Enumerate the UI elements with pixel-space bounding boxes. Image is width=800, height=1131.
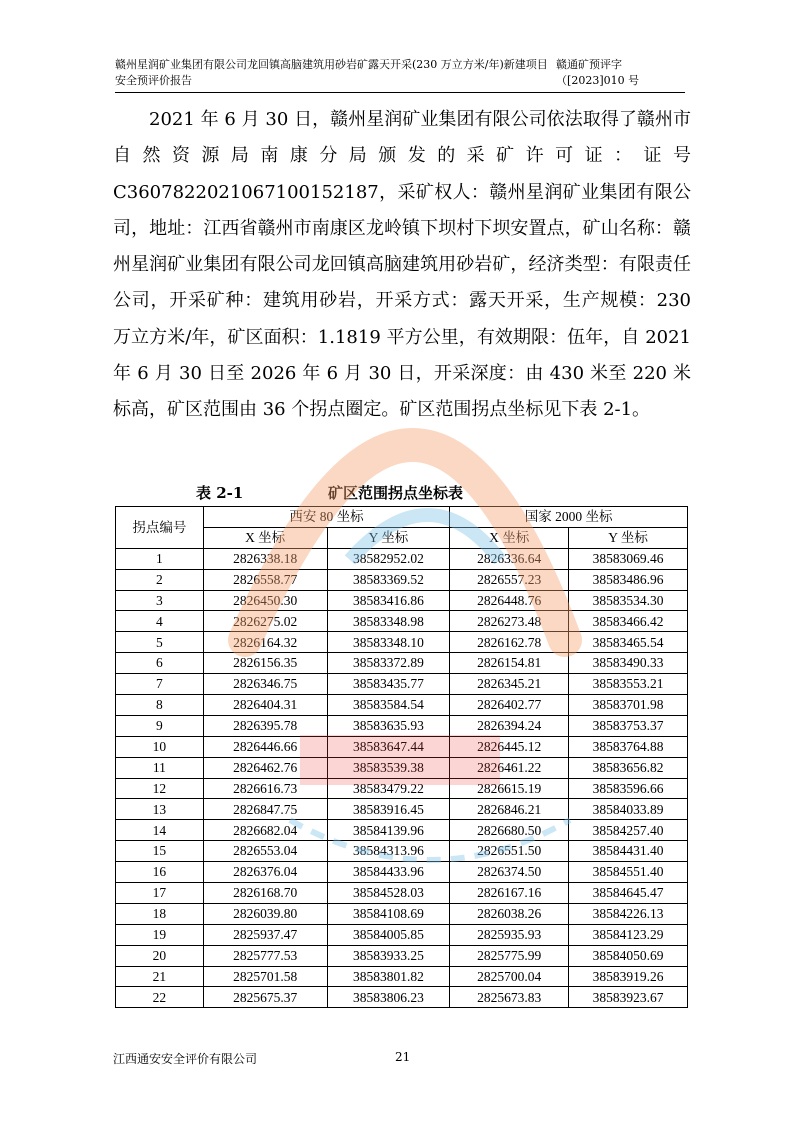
table-row: [116, 695, 688, 716]
cell-cgcs2000-y: 38584033.89: [569, 799, 688, 820]
footer-company: 江西通安安全评价有限公司: [113, 1052, 258, 1066]
cell-point-number: 13: [116, 799, 204, 820]
cell-point-number: 6: [116, 653, 204, 674]
cell-point-number: 19: [116, 924, 204, 945]
cell-point-number: 16: [116, 862, 204, 883]
header-report-number: 赣通矿预评字（[2023]010 号: [556, 58, 640, 87]
cell-cgcs2000-y: 38583553.21: [569, 674, 688, 695]
cell-xian80-x: 2826558.77: [203, 569, 327, 590]
table-row: [116, 966, 688, 987]
table-row: [116, 778, 688, 799]
table-number: 表 2-1: [196, 484, 244, 502]
cell-xian80-x: 2825701.58: [203, 966, 327, 987]
cell-xian80-x: 2826338.18: [203, 548, 327, 569]
header-cgcs2000-y: Y 坐标: [569, 527, 688, 548]
cell-xian80-x: 2826553.04: [203, 841, 327, 862]
cell-point-number: 18: [116, 903, 204, 924]
header-cgcs2000-x: X 坐标: [450, 527, 569, 548]
cell-cgcs2000-x: 2826336.64: [450, 548, 569, 569]
cell-cgcs2000-y: 38583486.96: [569, 569, 688, 590]
cell-cgcs2000-x: 2826551.50: [450, 841, 569, 862]
header-point-number: 拐点编号: [116, 507, 204, 549]
header-cgcs2000-group: 国家 2000 坐标: [450, 507, 688, 528]
cell-cgcs2000-y: 38583701.98: [569, 695, 688, 716]
cell-cgcs2000-y: 38583465.54: [569, 632, 688, 653]
cell-point-number: 12: [116, 778, 204, 799]
cell-cgcs2000-x: 2826162.78: [450, 632, 569, 653]
cell-cgcs2000-x: 2826154.81: [450, 653, 569, 674]
table-row: [116, 590, 688, 611]
coordinate-table: [115, 506, 688, 1008]
cell-xian80-y: 38582952.02: [327, 548, 450, 569]
cell-point-number: 9: [116, 715, 204, 736]
cell-cgcs2000-x: 2826402.77: [450, 695, 569, 716]
cell-cgcs2000-x: 2826273.48: [450, 611, 569, 632]
table-row: [116, 820, 688, 841]
cell-cgcs2000-x: 2825935.93: [450, 924, 569, 945]
cell-cgcs2000-x: 2826680.50: [450, 820, 569, 841]
cell-xian80-x: 2826395.78: [203, 715, 327, 736]
cell-cgcs2000-x: 2826374.50: [450, 862, 569, 883]
page-header: [115, 56, 685, 93]
header-xian80-y: Y 坐标: [327, 527, 450, 548]
table-row: [116, 674, 688, 695]
cell-cgcs2000-x: 2826345.21: [450, 674, 569, 695]
table-row: [116, 987, 688, 1008]
cell-xian80-y: 38583479.22: [327, 778, 450, 799]
table-row: [116, 945, 688, 966]
cell-point-number: 1: [116, 548, 204, 569]
cell-xian80-y: 38583369.52: [327, 569, 450, 590]
page-number: 21: [395, 1050, 411, 1064]
cell-xian80-y: 38583635.93: [327, 715, 450, 736]
cell-xian80-y: 38583539.38: [327, 757, 450, 778]
cell-point-number: 21: [116, 966, 204, 987]
cell-xian80-y: 38583584.54: [327, 695, 450, 716]
cell-point-number: 3: [116, 590, 204, 611]
cell-cgcs2000-y: 38584226.13: [569, 903, 688, 924]
cell-cgcs2000-y: 38584645.47: [569, 883, 688, 904]
cell-xian80-x: 2826156.35: [203, 653, 327, 674]
table-row: [116, 883, 688, 904]
cell-point-number: 20: [116, 945, 204, 966]
table-row: [116, 632, 688, 653]
cell-cgcs2000-x: 2826167.16: [450, 883, 569, 904]
cell-xian80-y: 38584313.96: [327, 841, 450, 862]
cell-xian80-y: 38583916.45: [327, 799, 450, 820]
cell-xian80-x: 2826446.66: [203, 736, 327, 757]
cell-point-number: 22: [116, 987, 204, 1008]
cell-cgcs2000-x: 2826448.76: [450, 590, 569, 611]
cell-xian80-x: 2826682.04: [203, 820, 327, 841]
cell-cgcs2000-y: 38583490.33: [569, 653, 688, 674]
cell-point-number: 11: [116, 757, 204, 778]
table-row: [116, 611, 688, 632]
table-row: [116, 653, 688, 674]
cell-xian80-x: 2826450.30: [203, 590, 327, 611]
cell-cgcs2000-x: 2825673.83: [450, 987, 569, 1008]
cell-xian80-y: 38583348.10: [327, 632, 450, 653]
cell-xian80-y: 38583435.77: [327, 674, 450, 695]
table-row: [116, 736, 688, 757]
cell-xian80-x: 2825777.53: [203, 945, 327, 966]
table-body: [116, 548, 688, 1008]
cell-xian80-x: 2826462.76: [203, 757, 327, 778]
cell-point-number: 7: [116, 674, 204, 695]
cell-cgcs2000-y: 38583534.30: [569, 590, 688, 611]
table-row: [116, 903, 688, 924]
cell-cgcs2000-y: 38583753.37: [569, 715, 688, 736]
header-report-title: 赣州星润矿业集团有限公司龙回镇高脑建筑用砂岩矿露天开采(230 万立方米/年)新建项目安全预评价报告: [115, 58, 548, 87]
cell-xian80-y: 38583933.25: [327, 945, 450, 966]
cell-xian80-x: 2826346.75: [203, 674, 327, 695]
header-xian80-x: X 坐标: [203, 527, 327, 548]
cell-xian80-x: 2825675.37: [203, 987, 327, 1008]
cell-cgcs2000-x: 2826615.19: [450, 778, 569, 799]
cell-cgcs2000-x: 2825775.99: [450, 945, 569, 966]
cell-cgcs2000-y: 38583656.82: [569, 757, 688, 778]
cell-point-number: 8: [116, 695, 204, 716]
cell-xian80-x: 2826847.75: [203, 799, 327, 820]
cell-cgcs2000-y: 38583764.88: [569, 736, 688, 757]
cell-xian80-y: 38583348.98: [327, 611, 450, 632]
cell-xian80-y: 38584005.85: [327, 924, 450, 945]
cell-xian80-y: 38583801.82: [327, 966, 450, 987]
cell-cgcs2000-y: 38583596.66: [569, 778, 688, 799]
cell-cgcs2000-y: 38584431.40: [569, 841, 688, 862]
cell-point-number: 14: [116, 820, 204, 841]
cell-xian80-x: 2826168.70: [203, 883, 327, 904]
header-xian80-group: 西安 80 坐标: [203, 507, 450, 528]
cell-xian80-x: 2825937.47: [203, 924, 327, 945]
table-row: [116, 862, 688, 883]
table-row: [116, 924, 688, 945]
cell-xian80-y: 38584528.03: [327, 883, 450, 904]
cell-xian80-x: 2826376.04: [203, 862, 327, 883]
cell-xian80-x: 2826164.32: [203, 632, 327, 653]
table-row: [116, 715, 688, 736]
cell-xian80-y: 38583647.44: [327, 736, 450, 757]
table-row: [116, 757, 688, 778]
cell-xian80-y: 38583806.23: [327, 987, 450, 1008]
cell-xian80-y: 38583372.89: [327, 653, 450, 674]
cell-cgcs2000-x: 2826557.23: [450, 569, 569, 590]
cell-point-number: 17: [116, 883, 204, 904]
table-row: [116, 799, 688, 820]
cell-cgcs2000-y: 38584551.40: [569, 862, 688, 883]
cell-xian80-y: 38584139.96: [327, 820, 450, 841]
cell-xian80-y: 38584433.96: [327, 862, 450, 883]
cell-cgcs2000-x: 2826846.21: [450, 799, 569, 820]
cell-cgcs2000-y: 38583923.67: [569, 987, 688, 1008]
cell-point-number: 10: [116, 736, 204, 757]
table-row: [116, 569, 688, 590]
cell-xian80-y: 38583416.86: [327, 590, 450, 611]
cell-xian80-x: 2826039.80: [203, 903, 327, 924]
table-title: 矿区范围拐点坐标表: [328, 484, 464, 502]
cell-xian80-x: 2826275.02: [203, 611, 327, 632]
cell-xian80-x: 2826404.31: [203, 695, 327, 716]
cell-cgcs2000-x: 2826445.12: [450, 736, 569, 757]
cell-cgcs2000-y: 38583466.42: [569, 611, 688, 632]
cell-cgcs2000-y: 38584050.69: [569, 945, 688, 966]
cell-cgcs2000-y: 38584123.29: [569, 924, 688, 945]
table-row: [116, 841, 688, 862]
table-header-row: [116, 507, 688, 528]
cell-cgcs2000-x: 2826461.22: [450, 757, 569, 778]
cell-point-number: 15: [116, 841, 204, 862]
cell-cgcs2000-x: 2826394.24: [450, 715, 569, 736]
table-row: [116, 548, 688, 569]
cell-xian80-x: 2826616.73: [203, 778, 327, 799]
cell-point-number: 2: [116, 569, 204, 590]
cell-point-number: 4: [116, 611, 204, 632]
cell-cgcs2000-x: 2825700.04: [450, 966, 569, 987]
cell-point-number: 5: [116, 632, 204, 653]
cell-cgcs2000-y: 38583919.26: [569, 966, 688, 987]
body-paragraph: 2021 年 6 月 30 日，赣州星润矿业集团有限公司依法取得了赣州市自然资源局南康分局颁发的采矿许可证：证号 C3607822021067100152187，采矿权人：赣州星润矿业集团有限公司，地址：江西省赣州市南康区龙岭镇下坝村下坝安置点，矿山名称：赣州星润矿业集团有限公司龙回镇高脑建筑用砂岩矿，经济类型：有限责任公司，开采矿种：建筑用砂岩，开采方式：露天开采，生产规模：230 万立方米/年，矿区面积：1.1819 平方公里，有效期限：伍年，自 2021 年 6 月 30 日至 2026 年 6 月 30 日，开采深度：由 430 米至 220 米标高，矿区范围由 36 个拐点圈定。矿区范围拐点坐标见下表 2-1。: [113, 109, 691, 421]
cell-xian80-y: 38584108.69: [327, 903, 450, 924]
cell-cgcs2000-y: 38583069.46: [569, 548, 688, 569]
cell-cgcs2000-y: 38584257.40: [569, 820, 688, 841]
cell-cgcs2000-x: 2826038.26: [450, 903, 569, 924]
